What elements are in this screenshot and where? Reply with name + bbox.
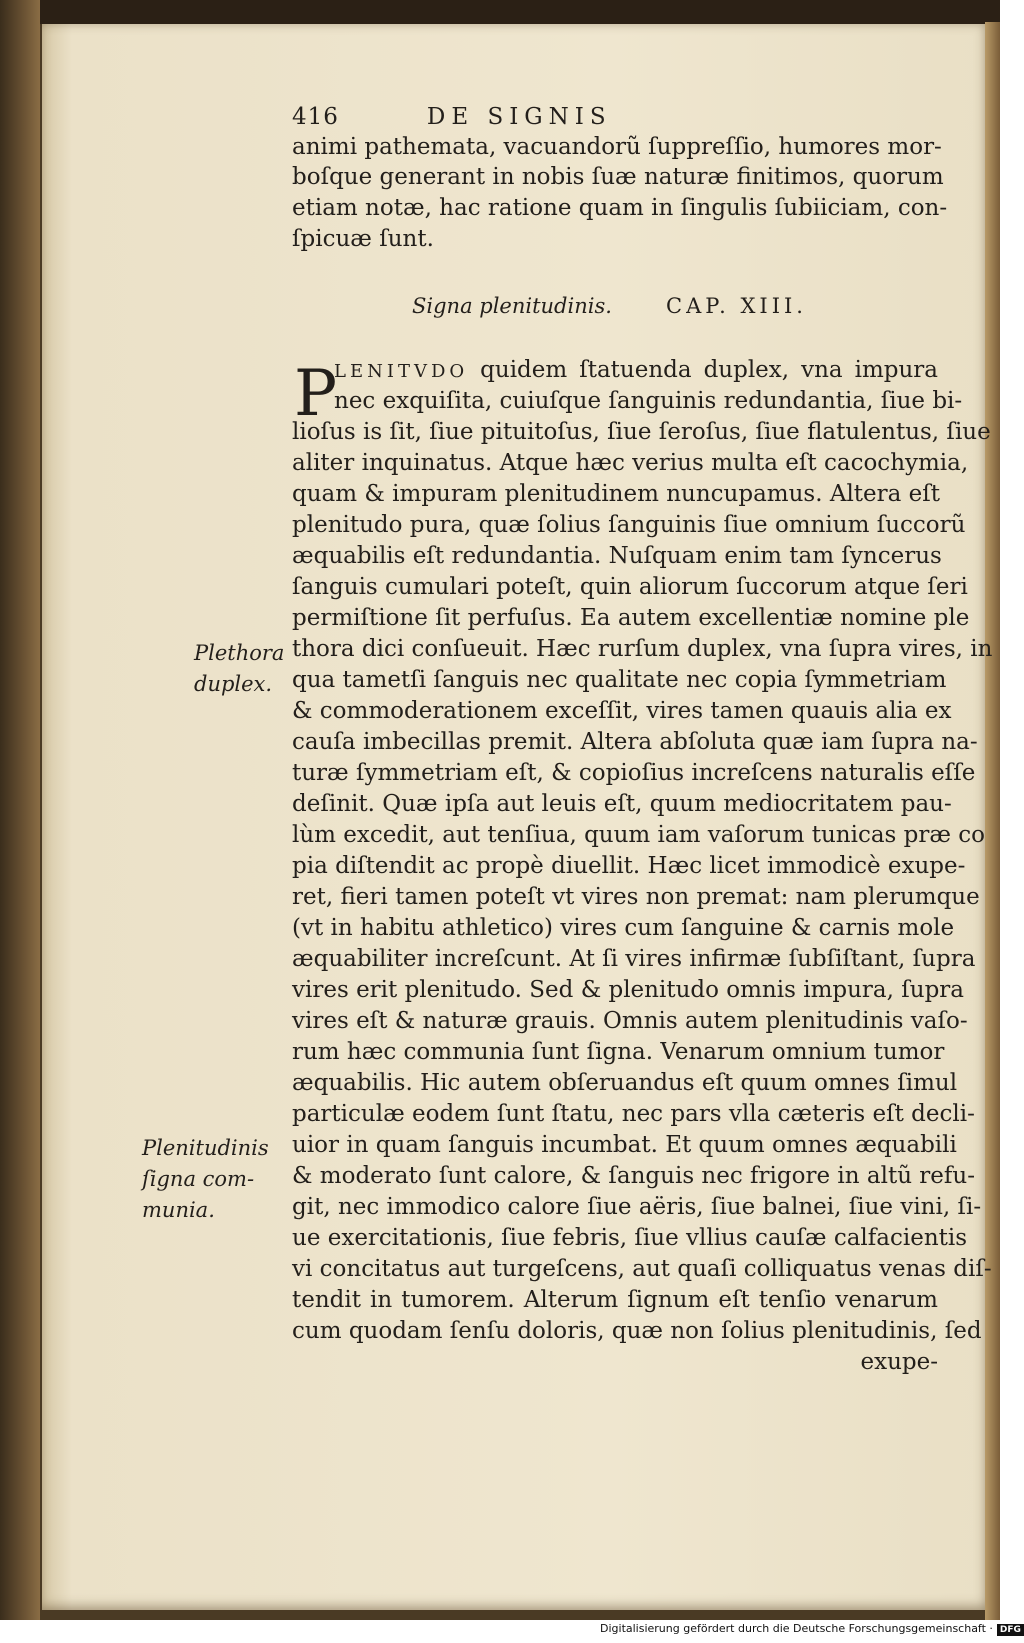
body-line: ſanguis cumulari poteſt, quin aliorum ſuccorum atque ſeri	[292, 574, 968, 600]
body-line: vires eſt & naturæ grauis. Omnis autem plenitudinis vaſo-	[292, 1008, 968, 1034]
body-line: qua tametſi ſanguis nec qualitate nec copia ſymmetriam	[292, 667, 947, 693]
incipit: LENITVDO	[334, 361, 469, 382]
body-line: tendit in tumorem. Alterum ſignum eſt tenſio venarum	[292, 1287, 938, 1313]
body-line: ue exercitationis, ſiue febris, ſiue vllius cauſæ calfacientis	[292, 1225, 968, 1251]
body-line: & commoderationem exceſſit, vires tamen quauis alia ex	[292, 698, 952, 724]
body-line: deſinit. Quæ ipſa aut leuis eſt, quum mediocritatem pau-	[292, 791, 952, 817]
page-number: 416	[292, 104, 339, 130]
running-header	[292, 104, 612, 130]
digitization-footer	[600, 1622, 1024, 1636]
body-line: lioſus is ſit, ſiue pituitoſus, ſiue ſeroſus, ſiue flatulentus, ſiue	[292, 419, 991, 445]
body-line: thora dici conſueuit. Hæc rurſum duplex, vna ſupra vires, in	[292, 636, 993, 662]
body-line: pia diſtendit ac propè diuellit. Hæc licet immodicè exupe-	[292, 853, 966, 879]
margin-note-line: ſigna com-	[142, 1167, 255, 1191]
body-line: plenitudo pura, quæ ſolius ſanguinis ſiue omnium ſuccorũ	[292, 512, 966, 538]
chapter-number: CAP. XIII.	[666, 294, 807, 318]
body-line: uior in quam ſanguis incumbat. Et quum omnes æquabili	[292, 1132, 957, 1158]
body-line: cum quodam ſenſu doloris, quæ non ſolius plenitudinis, ſed	[292, 1318, 982, 1344]
body-line: vires erit plenitudo. Sed & plenitudo omnis impura, ſupra	[292, 977, 964, 1003]
body-line: nec exquiſita, cuiuſque ſanguinis redundantia, ſiue bi-	[334, 388, 963, 414]
margin-note-signa	[142, 1133, 269, 1226]
body-line: cauſa imbecillas premit. Altera abſoluta quæ iam ſupra na-	[292, 729, 978, 755]
body-line: permiſtione ſit perfuſus. Ea autem excellentiæ nomine ple	[292, 605, 970, 631]
margin-note-line: duplex.	[194, 672, 273, 696]
body-line: æquabilis eſt redundantia. Nuſquam enim tam ſyncerus	[292, 543, 942, 569]
margin-note-plethora	[194, 638, 284, 700]
chapter-title: Signa plenitudinis.	[412, 294, 612, 318]
body-line: rum hæc communia ſunt ſigna. Venarum omnium tumor	[292, 1039, 945, 1065]
body-line: æquabiliter increſcunt. At ſi vires infirmæ ſubſiſtant, ſupra	[292, 946, 976, 972]
body-line: turæ ſymmetriam eſt, & copioſius increſcens naturalis eſſe	[292, 760, 976, 786]
body-line: ret, fieri tamen poteſt vt vires non premat: nam plerumque	[292, 884, 980, 910]
body-line: (vt in habitu athletico) vires cum ſanguine & carnis mole	[292, 915, 955, 941]
intro-line: boſque generant in nobis ſuæ naturæ finitimos, quorum	[292, 164, 944, 190]
body-line: & moderato ſunt calore, & ſanguis nec frigore in altũ refu-	[292, 1163, 976, 1189]
first-line	[334, 355, 938, 387]
body-line: æquabilis. Hic autem obſeruandus eſt quum omnes ſimul	[292, 1070, 958, 1096]
body-line: quam & impuram plenitudinem nuncupamus. Altera eſt	[292, 481, 941, 507]
body-line: git, nec immodico calore ſiue aëris, ſiue balnei, ſiue vini, ſi-	[292, 1194, 982, 1220]
body-line: particulæ eodem ſunt ſtatu, nec pars vlla cæteris eſt decli-	[292, 1101, 975, 1127]
margin-note-line: Plenitudinis	[142, 1136, 269, 1160]
intro-line: animi pathemata, vacuandorũ ſuppreſſio, humores mor-	[292, 134, 942, 160]
first-line-text: quidem ſtatuenda duplex, vna impura	[480, 357, 938, 383]
dfg-logo: DFG	[997, 1624, 1024, 1636]
body-line: lùm excedit, aut tenſiua, quum iam vaſorum tunicas præ co	[292, 822, 986, 848]
margin-note-line: munia.	[142, 1198, 215, 1222]
drop-initial: P	[294, 357, 338, 431]
intro-line: etiam notæ, hac ratione quam in ſingulis ſubiiciam, con-	[292, 195, 948, 221]
catchword: exupe-	[860, 1349, 938, 1375]
margin-note-line: Plethora	[194, 641, 285, 665]
running-title: DE SIGNIS	[426, 104, 612, 130]
footer-text: Digitalisierung gefördert durch die Deutsche Forschungsgemeinschaft ·	[600, 1622, 993, 1635]
body-line: aliter inquinatus. Atque hæc verius multa eſt cacochymia,	[292, 450, 969, 476]
intro-line: ſpicuæ ſunt.	[292, 226, 434, 252]
body-line: vi concitatus aut turgeſcens, aut quaſi colliquatus venas diſ-	[292, 1256, 992, 1282]
